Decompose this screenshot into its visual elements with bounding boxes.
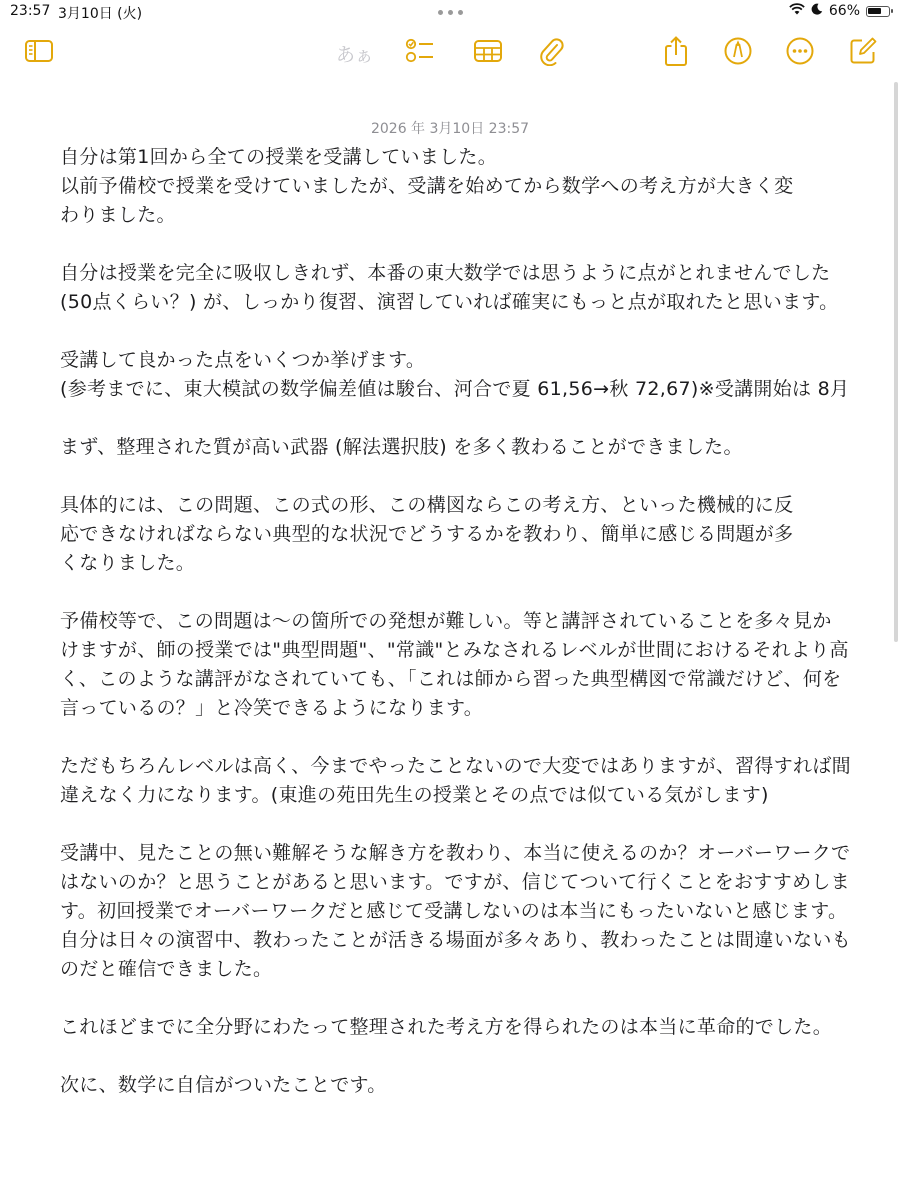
more-button[interactable] [783,34,817,68]
note-paragraph [60,1013,850,1042]
notes-toolbar [0,28,900,74]
note-text-line: す。初回授業でオーバーワークだと感じて受講しないのは本当にもったいないと感じます。 [60,900,848,922]
share-button[interactable] [659,34,693,68]
note-text-line: (参考までに、東大模試の数学偏差値は駿台、河合で夏 61,56→秋 72,67)※受講開始は 8月 [60,378,850,400]
note-body[interactable] [60,143,850,1100]
text-format-button[interactable]: あぁ [336,44,374,66]
table-icon [473,39,503,63]
note-paragraph [60,1071,850,1100]
note-timestamp: 2026 年 3月10日 23:57 [370,121,530,137]
paragraph-spacer [60,984,850,1013]
battery-percent: 66% [828,3,860,19]
note-text-line: 応できなければならない典型的な状況でどうするかを教わり、簡単に感じる問題が多 [60,523,794,545]
battery-icon [866,6,890,17]
markup-pen-icon [723,36,753,66]
note-text-line: く、このような講評がなされていても、「これは師から習った典型構図で常識だけど、何を [60,668,842,690]
paragraph-spacer [60,1042,850,1071]
sidebar-icon [24,39,54,63]
status-indicators [789,3,890,19]
note-text-line: 次に、数学に自信がついたことです。 [60,1074,387,1096]
note-paragraph [60,491,850,578]
markup-button[interactable] [721,34,755,68]
note-text-line: (50点くらい？) が、しっかり復習、演習していれば確実にもっと点が取れたと思います。 [60,291,839,313]
note-text-line: 言っているの？」と冷笑できるようになります。 [60,697,484,719]
paragraph-spacer [60,723,850,752]
note-text-line: 受講中、見たことの無い難解そうな解き方を教わり、本当に使えるのか？オーバーワークで [60,842,851,864]
note-text-line: 自分は授業を完全に吸収しきれず、本番の東大数学では思うように点がとれませんでした [60,262,831,284]
paragraph-spacer [60,462,850,491]
paragraph-spacer [60,578,850,607]
moon-icon [811,3,823,19]
note-text-line: 予備校等で、この問題は〜の箇所での発想が難しい。等と講評されていることを多々見か [60,610,832,632]
more-icon [785,36,815,66]
attachment-button[interactable] [535,34,569,68]
note-text-line: ただもちろんレベルは高く、今までやったことないので大変ではありますが、習得すれば間 [60,755,851,777]
note-text-line: 受講して良かった点をいくつか挙げます。 [60,349,426,371]
note-text-line: 自分は第1回から全ての授業を受講していました。 [60,146,497,168]
compose-icon [848,36,878,66]
paperclip-icon [539,36,565,66]
checklist-button[interactable] [403,34,437,68]
multitasking-menu-handle[interactable] [438,10,463,15]
paragraph-spacer [60,317,850,346]
table-button[interactable] [471,34,505,68]
note-text-line: くなりました。 [60,552,196,574]
bottom-fade [0,1140,900,1200]
scroll-indicator[interactable] [894,82,898,642]
status-bar [0,0,900,24]
note-text-line: 具体的には、この問題、この式の形、この構図ならこの考え方、といった機械的に反 [60,494,794,516]
note-text-line: まず、整理された質が高い武器 (解法選択肢) を多く教わることができました。 [60,436,743,458]
status-time: 23:57 [10,3,51,19]
share-icon [663,35,689,67]
note-paragraph [60,839,850,984]
note-paragraph [60,259,850,317]
note-paragraph [60,752,850,810]
note-text-line: けますが、師の授業では"典型問題"、"常識"とみなされるレベルが世間におけるそれより高 [60,639,849,661]
sidebar-button[interactable] [22,34,56,68]
paragraph-spacer [60,404,850,433]
status-date: 3月10日 (火) [58,6,143,22]
wifi-icon [789,3,805,19]
note-text-line: はないのか？と思うことがあると思います。ですが、信じてついて行くことをおすすめしま [60,871,850,893]
note-text-line: わりました。 [60,204,176,226]
note-paragraph [60,346,850,404]
paragraph-spacer [60,230,850,259]
paragraph-spacer [60,810,850,839]
note-text-line: のだと確信できました。 [60,958,273,980]
note-paragraph [60,433,850,462]
new-note-button[interactable] [846,34,880,68]
note-text-line: 自分は日々の演習中、教わったことが活きる場面が多々あり、教わったことは間違いないも [60,929,851,951]
battery-level [868,8,881,14]
note-text-line: 以前予備校で授業を受けていましたが、受講を始めてから数学への考え方が大きく変 [60,175,794,197]
note-text-line: これほどまでに全分野にわたって整理された考え方を得られたのは本当に革命的でした。 [60,1016,833,1038]
note-text-line: 違えなく力になります。(東進の苑田先生の授業とその点では似ている気がします) [60,784,769,806]
note-paragraph [60,607,850,723]
checklist-icon [405,37,435,65]
note-paragraph [60,143,850,230]
